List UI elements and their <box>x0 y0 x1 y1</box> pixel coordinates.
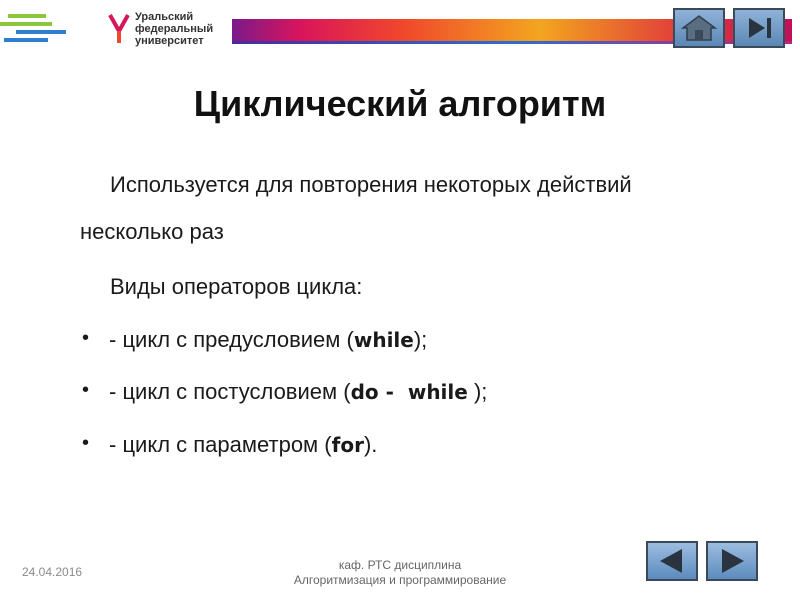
arrow-right-icon <box>708 543 756 579</box>
logo-line-3: университет <box>135 35 204 47</box>
university-logo <box>108 11 228 51</box>
bullet-dot: • <box>82 432 90 454</box>
logo-line-2: федеральный <box>135 23 214 35</box>
bullet-suffix: ); <box>413 327 428 352</box>
footer-line-2: Алгоритмизация и программирование <box>293 573 507 587</box>
keyword-do-while: do - while <box>350 380 468 404</box>
next-slide-button[interactable] <box>706 541 758 581</box>
footer-course-info <box>255 558 545 588</box>
bullet-text: - цикл с параметром ( <box>109 432 332 457</box>
bullet-item-while <box>109 327 427 353</box>
header-band <box>0 0 800 62</box>
paragraph-1-line-2: несколько раз <box>80 219 224 244</box>
bullet-dot: • <box>82 379 90 401</box>
keyword-for: for <box>331 433 364 457</box>
slide-title: Циклический алгоритм <box>193 83 607 124</box>
last-slide-button[interactable] <box>733 8 785 48</box>
bullet-suffix: ); <box>467 379 488 404</box>
university-emblem-icon <box>108 13 130 45</box>
bullet-dot: • <box>82 327 90 349</box>
bullet-item-do-while <box>109 379 487 405</box>
logo-line-1: Уральский <box>135 11 194 23</box>
footer-line-1: каф. РТС дисциплина <box>338 558 462 572</box>
bullet-suffix: ). <box>363 432 378 457</box>
home-button[interactable] <box>673 8 725 48</box>
paragraph-1-line-1: Используется для повторения некоторых действий <box>110 172 632 197</box>
bullet-item-for <box>109 432 377 458</box>
decorative-stripes <box>0 12 66 52</box>
paragraph-2: Виды операторов цикла: <box>110 274 363 299</box>
footer-date: 24.04.2016 <box>22 565 83 579</box>
bullet-text: - цикл с постусловием ( <box>109 379 351 404</box>
keyword-while: while <box>353 328 414 352</box>
previous-slide-button[interactable] <box>646 541 698 581</box>
home-icon <box>675 10 723 46</box>
bullet-text: - цикл с предусловием ( <box>109 327 354 352</box>
skip-to-end-icon <box>735 10 783 46</box>
arrow-left-icon <box>648 543 696 579</box>
